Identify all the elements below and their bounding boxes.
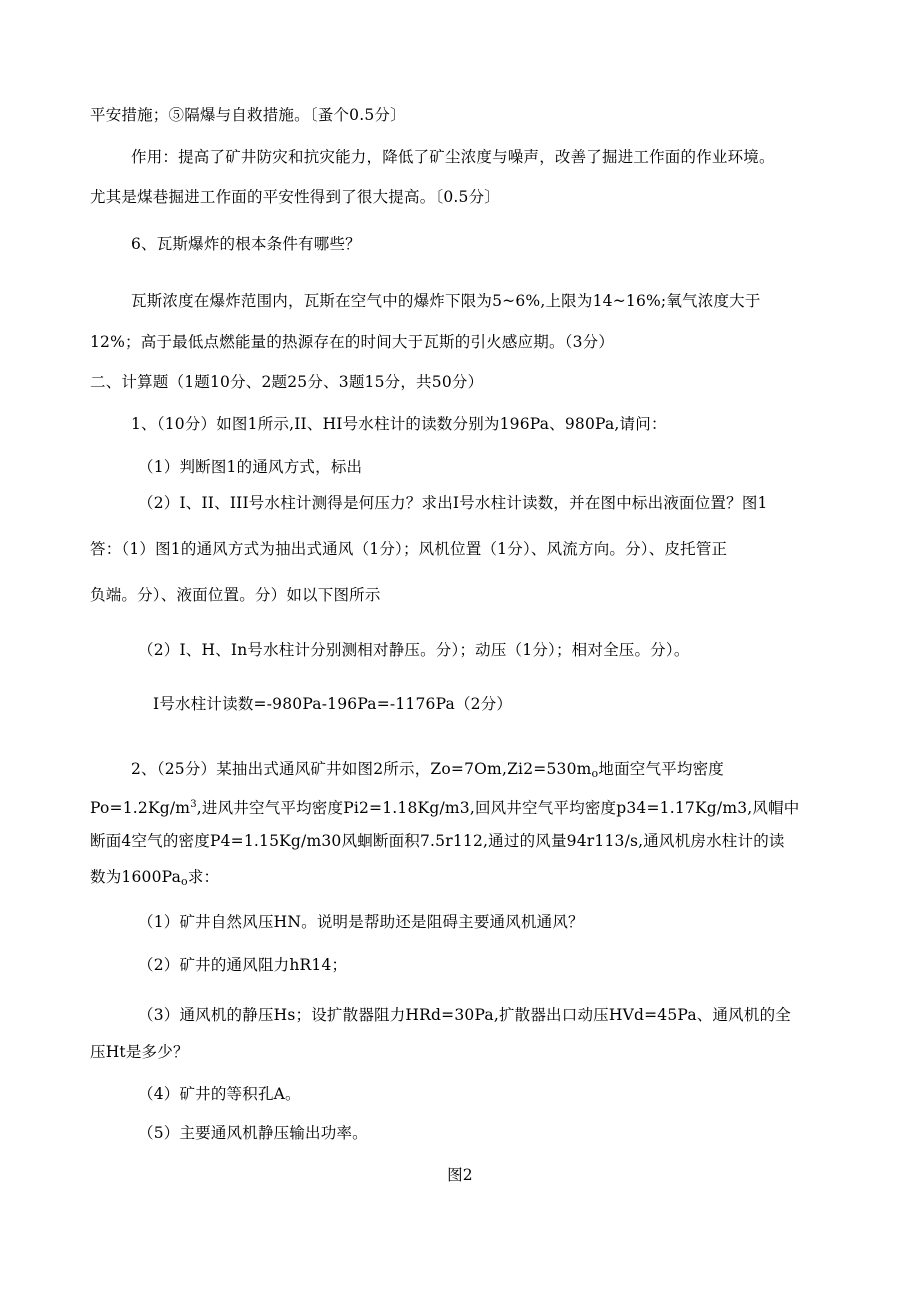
figure-2-caption: 图2 [447,1166,473,1184]
question-1-heading: 1、（10分）如图1所示,II、HI号水柱计的读数分别为196Pa、980Pa,请问： [131,415,667,433]
question-2-line-1-text: 2、（25分）某抽出式通风矿井如图2所示，Zo=7Om,Zi2=530m [131,760,592,778]
section-2-heading: 二、计算题（1题10分、2题25分、3题15分，共50分） [90,373,484,391]
question-6-heading: 6、瓦斯爆炸的根本条件有哪些？ [131,235,361,253]
answer-1-calculation: I号水柱计读数=-980Pa-196Pa=-1176Pa（2分） [153,695,513,713]
subscript-o: o [591,767,599,780]
text-line-coal-roadway: 尤其是煤巷掘进工作面的平安性得到了很大提高。〔0.5分〕 [90,188,501,206]
question-2-line-1 [131,758,724,785]
question-2-line-4 [90,866,219,893]
question-2-part-5: （5）主要通风机静压输出功率。 [138,1124,368,1142]
question-2-line-2 [90,794,800,819]
answer-1-line-1: 答：（1）图1的通风方式为抽出式通风（1分）；风机位置（1分）、风流方向。分）、皮托管正 [90,540,728,558]
question-1-part-1: （1）判断图1的通风方式，标出 [138,458,363,476]
question-2-line-4-head: 数为1600Pa [90,868,182,886]
question-1-part-2: （2）I、II、III号水柱计测得是何压力？求出I号水柱计读数，并在图中标出液面位置？图1 [138,494,768,512]
question-2-part-4: （4）矿井的等积孔A。 [138,1085,301,1103]
text-line-safety-measures: 平安措施；⑤隔爆与自救措施。〔蚤个0.5分〕 [90,106,406,124]
subscript-o-2: o [181,875,188,888]
question-2-part-3-line-1: （3）通风机的静压Hs；设扩散器阻力HRd=30Pa,扩散器出口动压HVd=45Pa、通风机的全 [138,1006,791,1024]
answer-1-part-2: （2）I、H、In号水柱计分别测相对静压。分）；动压（1分）；相对全压。分）。 [138,641,690,659]
text-line-function: 作用：提高了矿井防灾和抗灾能力，降低了矿尘浓度与噪声，改善了掘进工作面的作业环境。 [131,148,775,166]
question-2-line-2-head: Po=1.2Kg/m [90,799,191,817]
question-2-part-2: （2）矿井的通风阻力hR14； [138,956,348,974]
question-2-line-2-tail: ,进风井空气平均密度Pi2=1.18Kg/m3,回风井空气平均密度p34=1.17Kg/m3,风帽中 [196,799,800,817]
question-2-line-3: 断面4空气的密度P4=1.15Kg/m30风蛔断面积7.5r112,通过的风量94r113/s,通风机房水柱计的读 [90,832,785,850]
question-2-part-1: （1）矿井自然风压HN。说明是帮助还是阻碍主要通风机通风？ [138,913,584,931]
question-2-line-4-tail: 求： [187,868,220,886]
answer-6-line-1: 瓦斯浓度在爆炸范围内，瓦斯在空气中的爆炸下限为5~6%,上限为14~16%;氧气浓度大于 [131,292,761,310]
superscript-3: 3 [190,799,197,810]
answer-1-line-2: 负端。分）、液面位置。分）如以下图所示 [90,586,381,604]
answer-6-line-2: 12%；高于最低点燃能量的热源存在的时间大于瓦斯的引火感应期。（3分） [90,333,615,351]
question-2-line-1-tail: 地面空气平均密度 [598,760,724,778]
question-2-part-3-line-2: 压Ht是多少？ [90,1043,189,1061]
